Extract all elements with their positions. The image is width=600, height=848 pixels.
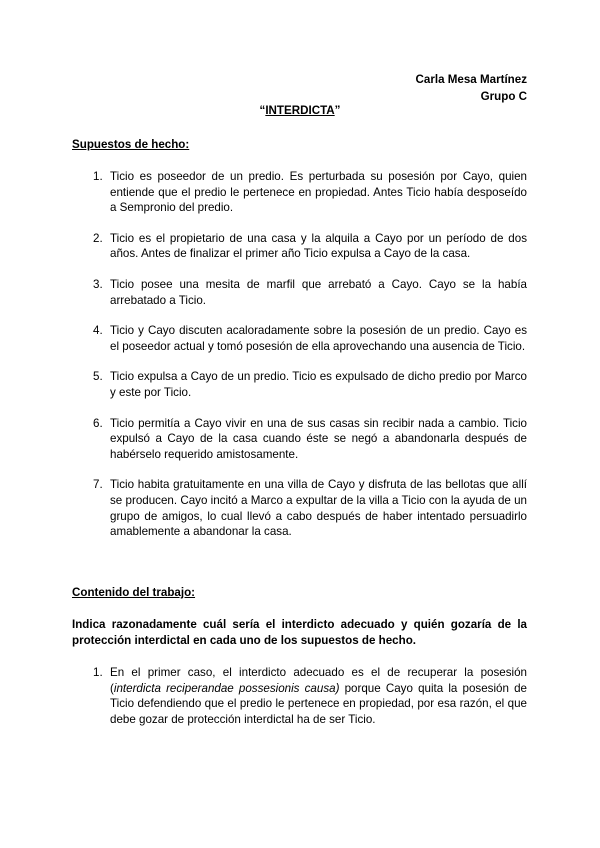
list-item bbox=[93, 277, 527, 308]
list-item bbox=[93, 477, 527, 539]
item-number: 5. bbox=[93, 370, 103, 384]
list-item bbox=[93, 169, 527, 216]
title-close-quote: ” bbox=[334, 104, 341, 117]
answer-number: 1. bbox=[93, 666, 103, 679]
answer-text-italic: interdicta reciperandae possesionis causa) bbox=[113, 681, 340, 695]
list-item bbox=[93, 323, 527, 354]
answer-text-part2: porque Cayo quita la posesión de Ticio defendiendo que el predio le pertenece en propiedad, por esa razón, el que debe gozar de protección interdictal ha de ser Ticio. bbox=[110, 681, 527, 726]
author-block bbox=[416, 71, 527, 105]
item-number: 3. bbox=[93, 277, 103, 291]
item-text: Ticio es poseedor de un predio. Es perturbada su posesión por Cayo, quien entiende que el predio le pertenece en propiedad. Antes Ticio había desposeído a Sempronio del predio. bbox=[110, 170, 527, 215]
item-number: 7. bbox=[93, 478, 103, 492]
item-text: Ticio y Cayo discuten acaloradamente sobre la posesión de un predio. Cayo es el poseedor actual y tomó posesión de ella aprovechando una ausencia de Ticio. bbox=[110, 324, 527, 353]
answer-text bbox=[93, 665, 527, 727]
author-group: Grupo C bbox=[480, 90, 527, 103]
item-number: 4. bbox=[93, 324, 103, 338]
item-number: 1. bbox=[93, 170, 103, 183]
author-name: Carla Mesa Martínez bbox=[415, 73, 527, 86]
title-text: INTERDICTA bbox=[265, 104, 335, 117]
item-text: Ticio posee una mesita de marfil que arrebató a Cayo. Cayo se la había arrebatado a Ticio. bbox=[110, 277, 527, 307]
list-item bbox=[93, 369, 527, 400]
section-heading-contenido: Contenido del trabajo: bbox=[72, 586, 196, 599]
item-text: Ticio expulsa a Cayo de un predio. Ticio es expulsado de dicho predio por Marco y este por Ticio. bbox=[110, 370, 527, 399]
assignment-question: Indica razonadamente cuál sería el interdicto adecuado y quién gozaría de la protección interdictal en cada uno de los supuestos de hecho. bbox=[72, 618, 527, 647]
item-number: 2. bbox=[93, 231, 103, 245]
answer-text-part1: En el primer caso, el interdicto adecuado es el de recuperar la posesión ( bbox=[110, 666, 527, 695]
item-text: Ticio habita gratuitamente en una villa de Cayo y disfruta de las bellotas que allí se producen. Cayo incitó a Marco a expultar de la villa a Ticio con la ayuda de un grupo de amigos, lo cual llevó a cabo después de haber intentado persuadirlo amablemente a abandonar la casa. bbox=[110, 478, 527, 539]
list-item bbox=[93, 416, 527, 463]
item-text: Ticio permitía a Cayo vivir en una de sus casas sin recibir nada a cambio. Ticio expulsó a Cayo de la casa cuando éste se negó a abandonarla después de habérselo requerido amistosamente. bbox=[110, 416, 527, 461]
list-item bbox=[93, 231, 527, 262]
document-title bbox=[0, 103, 600, 119]
item-number: 6. bbox=[93, 416, 103, 430]
item-text: Ticio es el propietario de una casa y la alquila a Cayo por un período de dos años. Antes de finalizar el primer año Ticio expulsa a Cayo de la casa. bbox=[110, 231, 527, 261]
supuestos-list bbox=[93, 169, 527, 555]
title-open-quote: “ bbox=[259, 104, 266, 117]
section-heading-supuestos: Supuestos de hecho: bbox=[72, 138, 190, 151]
answer-item bbox=[93, 665, 527, 727]
